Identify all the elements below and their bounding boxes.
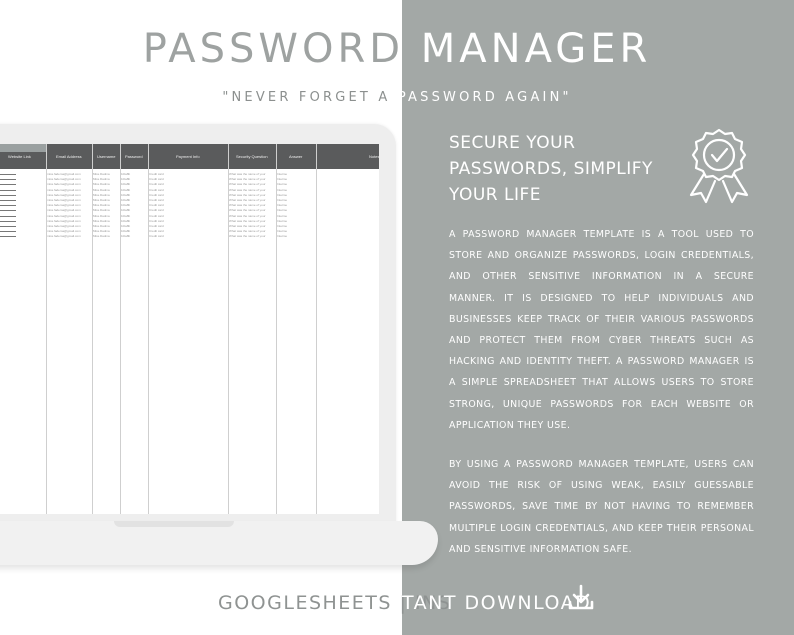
table-cell: Credit card bbox=[149, 224, 164, 228]
table-cell: Intetme bbox=[277, 218, 288, 223]
table-cell: Intetme bbox=[277, 192, 288, 197]
footer-text-right: TANT DOWNLOAD bbox=[402, 592, 592, 614]
table-cell: Miss.Dadma bbox=[93, 172, 110, 176]
table-cell: Credit card bbox=[149, 218, 164, 223]
table-cell: Miss.Dadma bbox=[93, 213, 110, 218]
table-cell: Intetme bbox=[277, 229, 288, 234]
table-cell: What was the name of your bbox=[229, 177, 266, 182]
table-cell: Credit card bbox=[149, 187, 164, 192]
website-link-placeholder bbox=[0, 221, 16, 222]
table-cell: 10ta8b bbox=[121, 213, 131, 218]
table-row bbox=[0, 224, 379, 228]
table-cell: Intetme bbox=[277, 198, 288, 202]
table-cell: Miss.Dadma bbox=[93, 218, 110, 223]
table-cell: miss.fadema@gmail.com bbox=[47, 213, 81, 218]
table-cell: Credit card bbox=[149, 192, 164, 197]
table-cell: Credit card bbox=[149, 182, 164, 187]
table-cell: What was the name of your bbox=[229, 229, 266, 234]
table-cell: 10ta8b bbox=[121, 208, 131, 213]
table-cell: Miss.Dadma bbox=[93, 182, 110, 187]
table-row bbox=[0, 193, 379, 197]
heading-line-2: PASSWORDS, SIMPLIFY bbox=[449, 159, 653, 179]
table-cell: miss.fadema@gmail.com bbox=[47, 177, 81, 182]
col-header-password: Password bbox=[125, 154, 143, 159]
table-cell: What was the name of your bbox=[229, 213, 266, 218]
table-row bbox=[0, 229, 379, 233]
table-row bbox=[0, 214, 379, 218]
sheet-header bbox=[0, 144, 379, 169]
table-cell: What was the name of your bbox=[229, 203, 266, 208]
tagline bbox=[0, 90, 794, 105]
table-cell: Miss.Dadma bbox=[93, 234, 110, 239]
table-cell: What was the name of your bbox=[229, 208, 266, 213]
table-row bbox=[0, 203, 379, 207]
sheet-top-strip bbox=[0, 144, 46, 152]
table-cell: miss.fadema@gmail.com bbox=[47, 218, 81, 223]
tagline-left: "NEVER FORGET A bbox=[222, 90, 398, 105]
laptop-screen bbox=[0, 124, 396, 524]
table-row bbox=[0, 234, 379, 238]
table-cell: Miss.Dadma bbox=[93, 198, 110, 202]
footer-text-left: GOOGLESHEETS | INS bbox=[218, 592, 452, 614]
download-icon[interactable] bbox=[566, 582, 596, 612]
table-row bbox=[0, 219, 379, 223]
website-link-placeholder bbox=[0, 184, 16, 185]
table-cell: miss.fadema@gmail.com bbox=[47, 224, 81, 228]
table-row bbox=[0, 188, 379, 192]
table-cell: Intetme bbox=[277, 172, 288, 176]
table-cell: 10ta8b bbox=[121, 182, 131, 187]
title-left: PASSWORD bbox=[142, 26, 405, 72]
table-cell: Credit card bbox=[149, 172, 164, 176]
table-cell: 10ta8b bbox=[121, 187, 131, 192]
table-row bbox=[0, 172, 379, 176]
table-cell: Credit card bbox=[149, 177, 164, 182]
table-cell: Miss.Dadma bbox=[93, 177, 110, 182]
table-cell: 10ta8b bbox=[121, 229, 131, 234]
laptop-base bbox=[0, 521, 438, 565]
table-cell: 10ta8b bbox=[121, 192, 131, 197]
table-cell: miss.fadema@gmail.com bbox=[47, 203, 81, 208]
table-row bbox=[0, 198, 379, 202]
website-link-placeholder bbox=[0, 210, 16, 211]
website-link-placeholder bbox=[0, 216, 16, 217]
table-cell: Miss.Dadma bbox=[93, 192, 110, 197]
table-cell: Miss.Dadma bbox=[93, 203, 110, 208]
table-row bbox=[0, 182, 379, 186]
table-cell: What was the name of your bbox=[229, 198, 266, 202]
col-header-notes: Notes bbox=[369, 154, 379, 159]
col-header-email: Email Address bbox=[56, 154, 82, 159]
table-cell: Intetme bbox=[277, 203, 288, 208]
table-cell: Intetme bbox=[277, 187, 288, 192]
table-cell: 10ta8b bbox=[121, 177, 131, 182]
table-cell: miss.fadema@gmail.com bbox=[47, 182, 81, 187]
table-cell: 10ta8b bbox=[121, 203, 131, 208]
col-header-payment: Payment Info bbox=[176, 154, 200, 159]
col-header-answer: Answer bbox=[289, 154, 303, 159]
website-link-placeholder bbox=[0, 205, 16, 206]
description-paragraph-1: A PASSWORD MANAGER TEMPLATE IS A TOOL USED TO STORE AND ORGANIZE PASSWORDS, LOGIN CREDENTIALS, AND OTHER SENSITIVE INFORMATION IN A SECURE MANNER. IT IS DESIGNED TO HELP INDIVIDUALS AND BUSINESSES KEEP TRACK OF THEIR VARIOUS PASSWORDS AND PROTECT THEM FROM CYBER THREATS SUCH AS HACKING AND IDENTITY THEFT. A PASSWORD MANAGER IS A SIMPLE SPREADSHEET THAT ALLOWS USERS TO STORE STRONG, UNIQUE PASSWORDS FOR EACH WEBSITE OR APPLICATION THEY USE. bbox=[449, 229, 754, 431]
table-cell: miss.fadema@gmail.com bbox=[47, 172, 81, 176]
table-cell: miss.fadema@gmail.com bbox=[47, 234, 81, 239]
tagline-right: PASSWORD AGAIN" bbox=[397, 90, 572, 105]
table-cell: What was the name of your bbox=[229, 224, 266, 228]
website-link-placeholder bbox=[0, 226, 16, 227]
table-cell: What was the name of your bbox=[229, 218, 266, 223]
col-header-username: Username bbox=[97, 154, 116, 159]
website-link-placeholder bbox=[0, 190, 16, 191]
table-cell: What was the name of your bbox=[229, 172, 266, 176]
table-row bbox=[0, 208, 379, 212]
table-cell: Intetme bbox=[277, 213, 288, 218]
table-cell: Credit card bbox=[149, 229, 164, 234]
table-cell: Miss.Dadma bbox=[93, 187, 110, 192]
description bbox=[449, 224, 754, 560]
website-link-placeholder bbox=[0, 195, 16, 196]
table-cell: miss.fadema@gmail.com bbox=[47, 208, 81, 213]
table-cell: Intetme bbox=[277, 234, 288, 239]
table-cell: 10ta8b bbox=[121, 218, 131, 223]
table-row bbox=[0, 177, 379, 181]
title-right: MANAGER bbox=[420, 26, 652, 72]
table-cell: What was the name of your bbox=[229, 182, 266, 187]
table-cell: Credit card bbox=[149, 213, 164, 218]
spreadsheet-preview bbox=[0, 144, 379, 514]
description-paragraph-2: BY USING A PASSWORD MANAGER TEMPLATE, USERS CAN AVOID THE RISK OF USING WEAK, EASILY GUESSABLE PASSWORDS, SAVE TIME BY NOT HAVING TO REMEMBER MULTIPLE LOGIN CREDENTIALS, AND KEEP THEIR PERSONAL AND SENSITIVE INFORMATION SAFE. bbox=[449, 459, 754, 555]
table-cell: miss.fadema@gmail.com bbox=[47, 192, 81, 197]
website-link-placeholder bbox=[0, 236, 16, 237]
table-cell: Intetme bbox=[277, 208, 288, 213]
section-heading bbox=[449, 130, 669, 208]
col-header-question: Security Question bbox=[236, 154, 268, 159]
page-title bbox=[0, 26, 794, 72]
table-cell: Credit card bbox=[149, 203, 164, 208]
website-link-placeholder bbox=[0, 231, 16, 232]
laptop-notch bbox=[114, 521, 234, 527]
table-cell: Intetme bbox=[277, 182, 288, 187]
table-cell: Credit card bbox=[149, 198, 164, 202]
table-cell: 10ta8b bbox=[121, 172, 131, 176]
table-cell: Credit card bbox=[149, 208, 164, 213]
table-cell: Intetme bbox=[277, 224, 288, 228]
website-link-placeholder bbox=[0, 200, 16, 201]
table-cell: miss.fadema@gmail.com bbox=[47, 229, 81, 234]
table-cell: 10ta8b bbox=[121, 234, 131, 239]
col-header-website: Website Link bbox=[8, 154, 31, 159]
table-cell: Miss.Dadma bbox=[93, 208, 110, 213]
table-cell: miss.fadema@gmail.com bbox=[47, 187, 81, 192]
website-link-placeholder bbox=[0, 179, 16, 180]
heading-line-3: YOUR LIFE bbox=[449, 185, 541, 205]
table-cell: Miss.Dadma bbox=[93, 224, 110, 228]
table-cell: Credit card bbox=[149, 234, 164, 239]
table-cell: What was the name of your bbox=[229, 234, 266, 239]
table-cell: 10ta8b bbox=[121, 198, 131, 202]
table-cell: miss.fadema@gmail.com bbox=[47, 198, 81, 202]
award-ribbon-check-icon bbox=[686, 127, 752, 205]
website-link-placeholder bbox=[0, 174, 16, 175]
table-cell: Miss.Dadma bbox=[93, 229, 110, 234]
table-cell: What was the name of your bbox=[229, 187, 266, 192]
footer-banner bbox=[0, 590, 794, 620]
table-cell: What was the name of your bbox=[229, 192, 266, 197]
heading-line-1: SECURE YOUR bbox=[449, 133, 576, 153]
table-cell: 10ta8b bbox=[121, 224, 131, 228]
table-cell: Intetme bbox=[277, 177, 288, 182]
